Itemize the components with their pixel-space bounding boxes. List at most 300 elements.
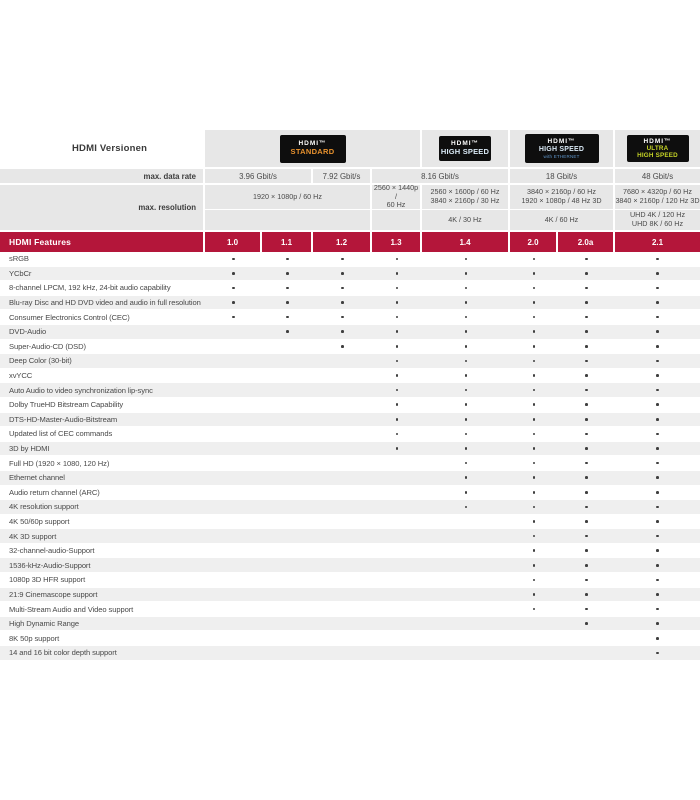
support-cell xyxy=(372,369,422,383)
support-cell xyxy=(510,398,558,412)
support-cell xyxy=(510,427,558,441)
support-dot-icon xyxy=(465,287,468,290)
version-header-1.4: 1.4 xyxy=(422,232,510,252)
empty-cell xyxy=(372,544,422,558)
support-dot-icon xyxy=(341,330,344,333)
resolution-line: 3840 × 2160p / 30 Hz xyxy=(430,196,500,205)
support-dot-icon xyxy=(396,403,399,406)
support-dot-icon xyxy=(341,301,344,304)
hdmi-comparison-table xyxy=(0,130,700,661)
support-cell xyxy=(558,573,615,587)
feature-label: 8-channel LPCM, 192 kHz, 24-bit audio capability xyxy=(9,283,171,293)
feature-label: Audio return channel (ARC) xyxy=(9,487,100,497)
feature-row xyxy=(0,515,700,530)
resolution-line: UHD 4K / 120 Hz xyxy=(629,210,686,220)
support-dot-icon xyxy=(396,345,399,348)
support-cell xyxy=(313,340,372,354)
support-cell xyxy=(422,325,510,339)
support-cell xyxy=(510,442,558,456)
empty-cell xyxy=(313,369,372,383)
support-dot-icon xyxy=(656,272,659,275)
support-dot-icon xyxy=(533,374,536,377)
support-dot-icon xyxy=(341,345,344,348)
support-dot-icon xyxy=(465,389,468,392)
feature-label: 14 and 16 bit color depth support xyxy=(9,648,117,658)
support-dot-icon xyxy=(533,330,536,333)
support-cell xyxy=(313,325,372,339)
empty-cell xyxy=(262,369,313,383)
support-dot-icon xyxy=(465,360,468,363)
feature-row xyxy=(0,398,700,413)
resolution-value xyxy=(615,209,700,230)
support-cell xyxy=(558,354,615,368)
empty-cell xyxy=(422,588,510,602)
support-cell xyxy=(422,427,510,441)
feature-row xyxy=(0,340,700,355)
resolution-line: 4K / 60 Hz xyxy=(544,214,579,224)
empty-cell xyxy=(372,529,422,543)
feature-label: Super-Audio-CD (DSD) xyxy=(9,341,86,351)
support-dot-icon xyxy=(585,345,588,348)
support-cell xyxy=(262,252,313,266)
support-dot-icon xyxy=(533,447,536,450)
resolution-line: 4K / 30 Hz xyxy=(448,214,482,224)
support-cell xyxy=(510,340,558,354)
support-cell xyxy=(615,500,700,514)
support-cell xyxy=(558,500,615,514)
empty-cell xyxy=(262,354,313,368)
support-dot-icon xyxy=(465,447,468,450)
support-dot-icon xyxy=(396,447,399,450)
support-dot-icon xyxy=(585,564,588,567)
support-cell xyxy=(615,281,700,295)
support-dot-icon xyxy=(396,374,399,377)
empty-cell xyxy=(262,558,313,572)
empty-cell xyxy=(558,646,615,660)
support-cell xyxy=(510,296,558,310)
support-dot-icon xyxy=(533,272,536,275)
support-cell xyxy=(372,296,422,310)
feature-label: 1080p 3D HFR support xyxy=(9,575,86,585)
empty-cell xyxy=(205,573,262,587)
support-dot-icon xyxy=(656,652,659,655)
empty-cell xyxy=(313,456,372,470)
empty-cell xyxy=(205,617,262,631)
support-cell xyxy=(313,281,372,295)
feature-row xyxy=(0,631,700,646)
support-cell xyxy=(558,617,615,631)
empty-cell xyxy=(313,354,372,368)
support-dot-icon xyxy=(232,272,235,275)
support-dot-icon xyxy=(585,535,588,538)
support-cell xyxy=(372,413,422,427)
feature-label: Ethernet channel xyxy=(9,473,65,483)
feature-label: 4K 50/60p support xyxy=(9,516,70,526)
feature-label: 32-channel-audio-Support xyxy=(9,546,95,556)
support-dot-icon xyxy=(465,345,468,348)
feature-row xyxy=(0,281,700,296)
support-cell xyxy=(558,588,615,602)
support-cell xyxy=(510,369,558,383)
empty-cell xyxy=(262,573,313,587)
support-cell xyxy=(205,310,262,324)
support-cell xyxy=(615,558,700,572)
support-cell xyxy=(615,646,700,660)
support-dot-icon xyxy=(585,593,588,596)
empty-cell xyxy=(372,602,422,616)
support-cell xyxy=(558,529,615,543)
feature-row xyxy=(0,602,700,617)
feature-label: DTS-HD-Master-Audio-Bitstream xyxy=(9,414,118,424)
support-dot-icon xyxy=(396,301,399,304)
support-cell xyxy=(510,267,558,281)
empty-cell xyxy=(372,588,422,602)
empty-cell xyxy=(313,573,372,587)
support-dot-icon xyxy=(585,418,588,421)
empty-cell xyxy=(262,413,313,427)
support-cell xyxy=(558,398,615,412)
resolution-value xyxy=(510,209,615,230)
support-cell xyxy=(510,252,558,266)
empty-cell xyxy=(313,631,372,645)
support-dot-icon xyxy=(656,579,659,582)
support-dot-icon xyxy=(656,287,659,290)
empty-cell xyxy=(262,340,313,354)
resolution-line: 3840 × 2160p / 120 Hz 3D xyxy=(615,196,700,205)
empty-cell xyxy=(313,471,372,485)
resolution-value xyxy=(205,185,372,209)
support-cell xyxy=(510,486,558,500)
support-cell xyxy=(615,602,700,616)
resolution-value xyxy=(510,185,615,209)
version-header-1.3: 1.3 xyxy=(372,232,422,252)
version-header-1.1: 1.1 xyxy=(262,232,313,252)
support-dot-icon xyxy=(656,389,659,392)
empty-cell xyxy=(205,588,262,602)
empty-cell xyxy=(205,354,262,368)
page-title: HDMI Versionen xyxy=(72,143,148,154)
support-dot-icon xyxy=(656,330,659,333)
support-dot-icon xyxy=(533,506,536,509)
support-cell xyxy=(422,354,510,368)
support-dot-icon xyxy=(533,418,536,421)
empty-cell xyxy=(262,515,313,529)
support-cell xyxy=(615,340,700,354)
empty-cell xyxy=(205,558,262,572)
resolution-line: 1920 × 1080p / 48 Hz 3D xyxy=(521,196,602,205)
support-cell xyxy=(558,281,615,295)
support-cell xyxy=(615,544,700,558)
support-dot-icon xyxy=(533,389,536,392)
feature-label: Updated list of CEC commands xyxy=(9,429,113,439)
support-cell xyxy=(558,471,615,485)
empty-cell xyxy=(262,427,313,441)
feature-label: sRGB xyxy=(9,254,29,264)
support-dot-icon xyxy=(656,316,659,319)
empty-cell xyxy=(558,631,615,645)
max-resolution-label: max. resolution xyxy=(0,185,205,230)
support-cell xyxy=(558,383,615,397)
resolution-value xyxy=(615,185,700,209)
support-dot-icon xyxy=(656,345,659,348)
support-cell xyxy=(510,500,558,514)
support-dot-icon xyxy=(533,462,536,465)
empty-cell xyxy=(262,617,313,631)
resolution-line: 60 Hz xyxy=(386,200,406,210)
feature-matrix xyxy=(0,252,700,661)
support-dot-icon xyxy=(533,360,536,363)
support-dot-icon xyxy=(232,287,235,290)
empty-cell xyxy=(313,602,372,616)
support-dot-icon xyxy=(465,491,468,494)
feature-label: YCbCr xyxy=(9,268,32,278)
feature-label: DVD-Audio xyxy=(9,327,47,337)
support-cell xyxy=(558,413,615,427)
empty-cell xyxy=(313,558,372,572)
support-cell xyxy=(558,369,615,383)
empty-cell xyxy=(372,515,422,529)
feature-label: 3D by HDMI xyxy=(9,444,50,454)
hdmi-features-label: HDMI Features xyxy=(0,232,205,252)
support-dot-icon xyxy=(656,447,659,450)
support-dot-icon xyxy=(533,258,536,261)
support-dot-icon xyxy=(585,287,588,290)
support-dot-icon xyxy=(585,403,588,406)
support-cell xyxy=(615,296,700,310)
feature-row xyxy=(0,500,700,515)
support-dot-icon xyxy=(656,622,659,625)
logo-band xyxy=(0,130,700,167)
support-cell xyxy=(615,369,700,383)
support-cell xyxy=(262,281,313,295)
support-dot-icon xyxy=(585,491,588,494)
feature-row xyxy=(0,442,700,457)
empty-cell xyxy=(372,617,422,631)
resolution-value xyxy=(422,209,510,230)
support-cell xyxy=(422,252,510,266)
support-cell xyxy=(510,383,558,397)
feature-label: Deep Color (30-bit) xyxy=(9,356,72,366)
support-cell xyxy=(615,310,700,324)
support-cell xyxy=(262,325,313,339)
support-dot-icon xyxy=(286,272,289,275)
support-cell xyxy=(615,471,700,485)
max-resolution-rows xyxy=(0,185,700,230)
support-cell xyxy=(422,471,510,485)
empty-cell xyxy=(262,383,313,397)
support-cell xyxy=(422,310,510,324)
support-dot-icon xyxy=(396,360,399,363)
support-dot-icon xyxy=(656,637,659,640)
empty-cell xyxy=(313,500,372,514)
support-cell xyxy=(510,588,558,602)
support-cell xyxy=(422,456,510,470)
support-dot-icon xyxy=(585,549,588,552)
column-group-standard xyxy=(205,130,422,167)
support-dot-icon xyxy=(286,316,289,319)
support-cell xyxy=(615,588,700,602)
data-rate-value: 18 Gbit/s xyxy=(510,169,615,183)
support-dot-icon xyxy=(585,447,588,450)
support-cell xyxy=(615,515,700,529)
support-dot-icon xyxy=(533,593,536,596)
hdmi-wordmark: HDMI™ xyxy=(547,138,576,146)
support-dot-icon xyxy=(656,476,659,479)
support-dot-icon xyxy=(656,549,659,552)
support-dot-icon xyxy=(465,433,468,436)
support-dot-icon xyxy=(533,535,536,538)
support-cell xyxy=(372,354,422,368)
support-dot-icon xyxy=(533,287,536,290)
resolution-line: 7680 × 4320p / 60 Hz xyxy=(623,187,692,197)
support-cell xyxy=(558,486,615,500)
feature-label: 4K 3D support xyxy=(9,531,57,541)
support-dot-icon xyxy=(533,520,536,523)
resolution-value xyxy=(372,185,422,209)
support-dot-icon xyxy=(585,622,588,625)
support-dot-icon xyxy=(585,360,588,363)
support-cell xyxy=(615,617,700,631)
feature-label: Consumer Electronics Control (CEC) xyxy=(9,312,130,322)
support-cell xyxy=(372,267,422,281)
empty-cell xyxy=(510,646,558,660)
support-cell xyxy=(205,281,262,295)
support-cell xyxy=(558,558,615,572)
support-dot-icon xyxy=(465,476,468,479)
empty-cell xyxy=(262,646,313,660)
high-speed-label: HIGH SPEED xyxy=(440,146,490,156)
support-cell xyxy=(372,281,422,295)
support-cell xyxy=(372,310,422,324)
support-cell xyxy=(510,602,558,616)
support-cell xyxy=(422,383,510,397)
empty-cell xyxy=(262,500,313,514)
with-ethernet-label: with ETHERNET xyxy=(543,153,580,159)
support-dot-icon xyxy=(396,316,399,319)
support-cell xyxy=(422,369,510,383)
support-cell xyxy=(510,456,558,470)
empty-cell xyxy=(422,573,510,587)
support-cell xyxy=(313,296,372,310)
support-dot-icon xyxy=(585,301,588,304)
support-dot-icon xyxy=(341,316,344,319)
support-dot-icon xyxy=(656,258,659,261)
support-cell xyxy=(510,544,558,558)
empty-cell xyxy=(205,631,262,645)
support-cell xyxy=(510,354,558,368)
empty-cell xyxy=(205,602,262,616)
support-dot-icon xyxy=(341,258,344,261)
feature-row xyxy=(0,456,700,471)
empty-cell xyxy=(262,471,313,485)
support-dot-icon xyxy=(341,272,344,275)
empty-cell xyxy=(262,442,313,456)
empty-cell xyxy=(313,646,372,660)
support-dot-icon xyxy=(286,330,289,333)
empty-cell xyxy=(205,325,262,339)
feature-label: 8K 50p support xyxy=(9,633,60,643)
support-cell xyxy=(558,267,615,281)
empty-cell xyxy=(372,486,422,500)
feature-row xyxy=(0,573,700,588)
support-cell xyxy=(422,398,510,412)
empty-cell xyxy=(262,398,313,412)
support-dot-icon xyxy=(656,418,659,421)
empty-cell xyxy=(262,602,313,616)
feature-row xyxy=(0,588,700,603)
support-cell xyxy=(558,325,615,339)
support-cell xyxy=(510,310,558,324)
support-dot-icon xyxy=(656,506,659,509)
feature-row xyxy=(0,369,700,384)
support-dot-icon xyxy=(465,462,468,465)
support-cell xyxy=(510,515,558,529)
support-cell xyxy=(615,631,700,645)
support-dot-icon xyxy=(585,476,588,479)
max-data-rate-label: max. data rate xyxy=(0,169,205,183)
version-header-1.2: 1.2 xyxy=(313,232,372,252)
support-cell xyxy=(615,442,700,456)
empty-cell xyxy=(205,383,262,397)
support-cell xyxy=(615,529,700,543)
support-dot-icon xyxy=(585,462,588,465)
empty-cell xyxy=(422,617,510,631)
empty-cell xyxy=(313,544,372,558)
feature-row xyxy=(0,252,700,267)
empty-cell xyxy=(205,544,262,558)
support-cell xyxy=(558,442,615,456)
support-dot-icon xyxy=(533,608,536,611)
support-dot-icon xyxy=(585,272,588,275)
feature-row xyxy=(0,325,700,340)
resolution-line: 3840 × 2160p / 60 Hz xyxy=(527,187,596,197)
support-dot-icon xyxy=(656,374,659,377)
feature-label: xvYCC xyxy=(9,371,33,381)
support-cell xyxy=(615,354,700,368)
support-cell xyxy=(510,573,558,587)
support-dot-icon xyxy=(656,520,659,523)
empty-cell xyxy=(205,340,262,354)
support-dot-icon xyxy=(465,374,468,377)
support-dot-icon xyxy=(396,433,399,436)
empty-cell xyxy=(205,369,262,383)
empty-cell xyxy=(313,413,372,427)
support-cell xyxy=(615,427,700,441)
empty-cell xyxy=(262,544,313,558)
empty-cell xyxy=(372,500,422,514)
support-cell xyxy=(313,310,372,324)
empty-cell xyxy=(205,529,262,543)
support-cell xyxy=(372,427,422,441)
support-cell xyxy=(615,413,700,427)
feature-row xyxy=(0,427,700,442)
feature-row xyxy=(0,310,700,325)
support-cell xyxy=(262,296,313,310)
hdmi-wordmark: HDMI™ xyxy=(298,140,327,148)
support-dot-icon xyxy=(656,593,659,596)
support-dot-icon xyxy=(396,389,399,392)
support-cell xyxy=(615,383,700,397)
support-cell xyxy=(615,486,700,500)
empty-cell xyxy=(422,529,510,543)
support-dot-icon xyxy=(585,520,588,523)
empty-cell xyxy=(422,515,510,529)
support-dot-icon xyxy=(396,330,399,333)
empty-cell xyxy=(205,398,262,412)
support-cell xyxy=(558,252,615,266)
support-dot-icon xyxy=(656,301,659,304)
support-dot-icon xyxy=(396,287,399,290)
